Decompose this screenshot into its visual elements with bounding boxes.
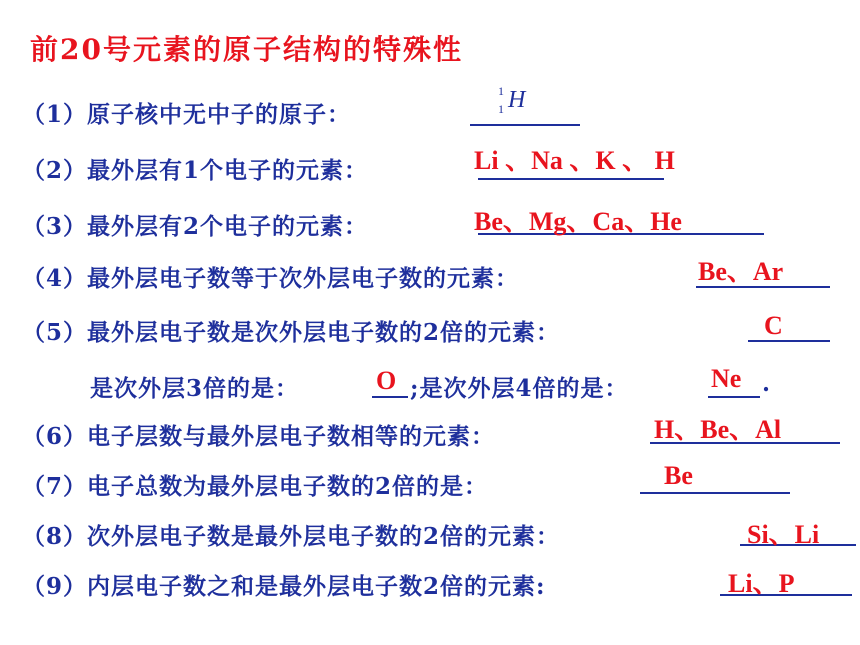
item-6-label: （6）电子层数与最外层电子数相等的元素：: [22, 423, 496, 450]
item-5b-label-a: 是次外层3倍的是：: [90, 375, 300, 402]
item-7-answer: Be: [664, 461, 693, 490]
page-title: 前20号元素的原子结构的特殊性: [30, 33, 463, 66]
item-4-answer: Be、Ar: [698, 257, 784, 286]
item-5-blank: [748, 340, 830, 342]
item-5b-label-b: ;是次外层4倍的是：: [410, 375, 629, 402]
item-5-answer: C: [764, 311, 783, 340]
item-4-label: （4）最外层电子数等于次外层电子数的元素：: [22, 265, 520, 292]
item-5b-blank-a: [372, 396, 408, 398]
item-9-label: （9）内层电子数之和是最外层电子数2倍的元素:: [22, 573, 546, 600]
item-5b-blank-b: [708, 396, 760, 398]
item-2-answer: Li 、Na 、K 、 H: [474, 146, 675, 175]
item-3-answer: Be、Mg、Ca、He: [474, 207, 682, 236]
item-5b-period: .: [762, 370, 772, 397]
item-1-label: （1）原子核中无中子的原子：: [22, 101, 352, 128]
item-3-label: （3）最外层有2个电子的元素：: [22, 213, 369, 240]
item-7-blank: [640, 492, 790, 494]
isotope-element-symbol: H: [508, 87, 526, 113]
item-8-answer: Si、Li: [747, 520, 820, 549]
isotope-mass-number: 1: [498, 84, 504, 98]
item-5-label: （5）最外层电子数是次外层电子数的2倍的元素：: [22, 319, 561, 346]
item-5b-answer-b: Ne: [711, 364, 742, 393]
item-1-blank: [470, 124, 580, 126]
item-5b-answer-a: O: [376, 366, 397, 395]
item-9-answer: Li、P: [728, 569, 795, 598]
item-2-label: （2）最外层有1个电子的元素：: [22, 157, 369, 184]
item-7-label: （7）电子总数为最外层电子数的2倍的是：: [22, 473, 489, 500]
hydrogen-isotope-symbol: [498, 84, 538, 124]
item-2-blank: [478, 178, 664, 180]
item-8-label: （8）次外层电子数是最外层电子数的2倍的元素：: [22, 523, 561, 550]
item-6-answer: H、Be、Al: [654, 415, 782, 444]
isotope-atomic-number: 1: [498, 102, 504, 116]
